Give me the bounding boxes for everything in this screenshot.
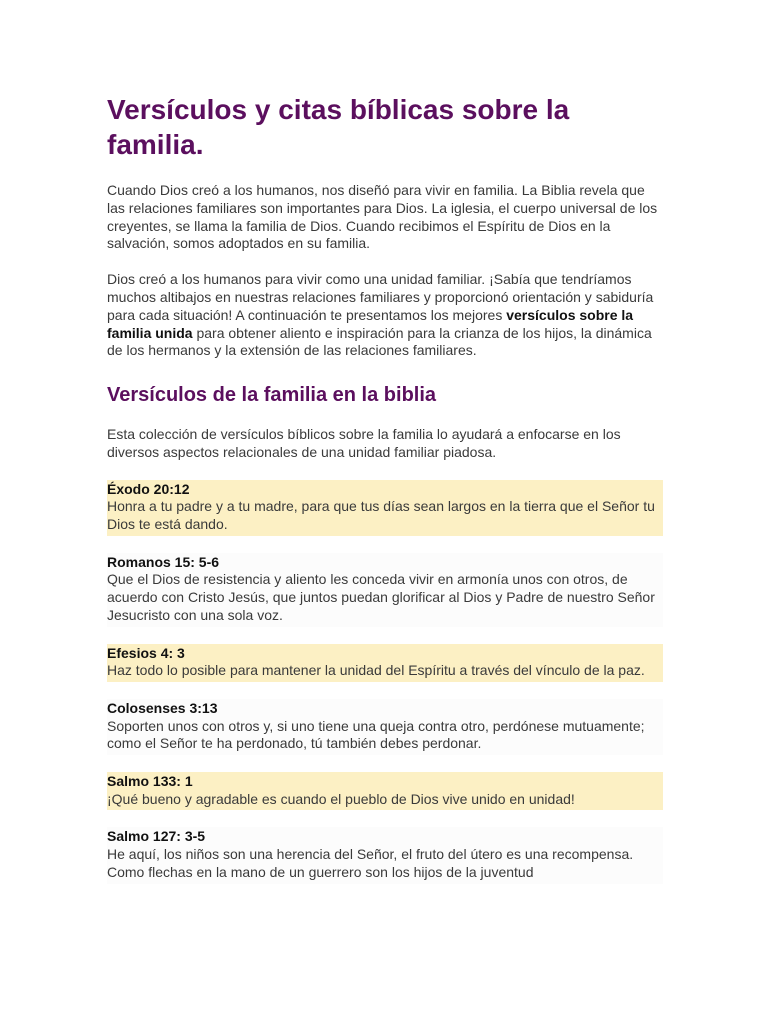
verse-text: Soporten unos con otros y, si uno tiene una queja contra otro, perdónese mutuamente; como el Señor te ha perdonado, tú también debes perdonar.	[107, 717, 645, 752]
intro-paragraph-1: Cuando Dios creó a los humanos, nos diseñó para vivir en familia. La Biblia revela que las relaciones familiares son importantes para Dios. La iglesia, el cuerpo universal de los creyentes, se llama la familia de Dios. Cuando recibimos el Espíritu de Dios en la salvación, somos adoptados en su familia.	[107, 182, 658, 252]
paragraph-2-text-start: Dios creó a los humanos para vivir como una unidad familiar. ¡Sabía que tendríamos muchos altibajos en nuestras relaciones familiares y proporcionó orientación y sabiduría para cada situación! A continuación te presentamos los mejores	[107, 271, 654, 323]
verse-reference: Salmo 127: 3-5	[107, 828, 206, 845]
verse-reference: Salmo 133: 1	[107, 773, 193, 790]
verse-block	[107, 772, 663, 810]
verse-reference: Romanos 15: 5-6	[107, 553, 220, 570]
verse-text: Haz todo lo posible para mantener la unidad del Espíritu a través del vínculo de la paz.	[107, 662, 645, 679]
document-page	[107, 92, 663, 901]
verse-block	[107, 827, 663, 883]
verse-block	[107, 644, 663, 682]
verse-reference: Colosenses 3:13	[107, 700, 218, 717]
verse-list	[107, 480, 663, 884]
verse-block	[107, 553, 663, 627]
verse-reference: Éxodo 20:12	[107, 480, 190, 497]
section-intro: Esta colección de versículos bíblicos sobre la familia lo ayudará a enfocarse en los diversos aspectos relacionales de una unidad familiar piadosa.	[107, 426, 621, 460]
verse-block	[107, 480, 663, 536]
verse-text: ¡Qué bueno y agradable es cuando el pueblo de Dios vive unido en unidad!	[107, 790, 575, 807]
verse-block	[107, 699, 663, 755]
verse-text: He aquí, los niños son una herencia del Señor, el fruto del útero es una recompensa. Como flechas en la mano de un guerrero son los hijos de la juventud	[107, 845, 634, 880]
intro-paragraph-2	[107, 271, 663, 360]
section-title: Versículos de la familia en la biblia	[107, 384, 437, 407]
page-title: Versículos y citas bíblicas sobre la familia.	[107, 94, 570, 160]
verse-text: Que el Dios de resistencia y aliento les conceda vivir en armonía unos con otros, de acuerdo con Cristo Jesús, que juntos puedan glorificar al Dios y Padre de nuestro Señor Jesucristo con una sola voz.	[107, 571, 655, 623]
paragraph-2-text-end: para obtener aliento e inspiración para la crianza de los hijos, la dinámica de los hermanos y la extensión de las relaciones familiares.	[107, 324, 652, 359]
verse-reference: Efesios 4: 3	[107, 644, 185, 661]
bold-phrase: versículos sobre la familia unida	[107, 306, 634, 341]
verse-text: Honra a tu padre y a tu madre, para que tus días sean largos en la tierra que el Señor tu Dios te está dando.	[107, 498, 655, 533]
